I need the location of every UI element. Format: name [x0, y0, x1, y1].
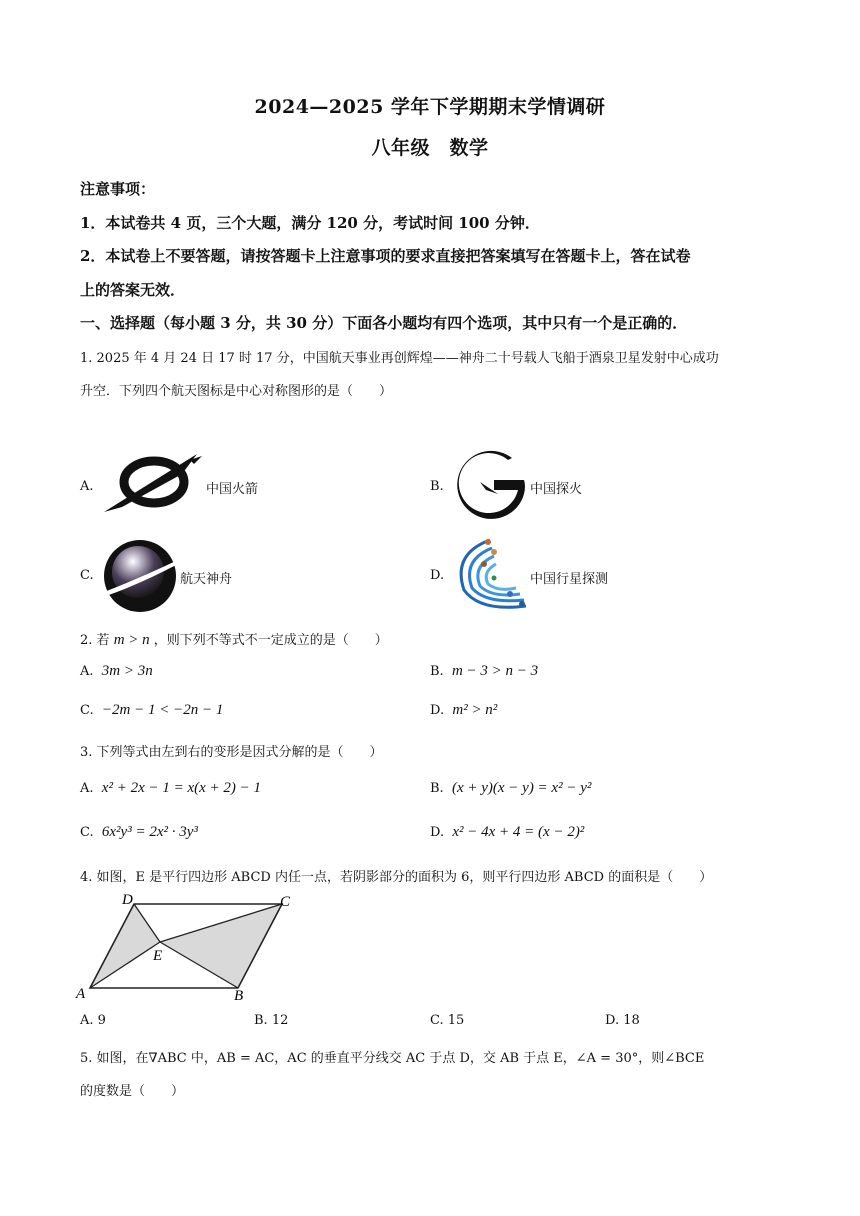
q1-stem-line-1: 1. 2025 年 4 月 24 日 17 时 17 分，中国航天事业再创辉煌——神舟二十号载人飞船于酒泉卫星发射中心成功 [80, 351, 719, 366]
q2-option-c [80, 702, 223, 719]
notes-heading: 注意事项： [80, 180, 156, 198]
q4-option-d-value: 18 [623, 1013, 640, 1028]
vertex-a-label: A [76, 986, 86, 1002]
point-e-label: E [153, 948, 163, 964]
q5-stem-line-1: 5. 如图，在∇ABC 中，AB = AC，AC 的垂直平分线交 AC 于点 D，交 AB 于点 E，∠A = 30°，则∠BCE [80, 1051, 705, 1066]
q2-option-d-math: m² > n² [452, 702, 498, 718]
q2-stem-prefix: 2. 若 [80, 633, 110, 648]
q3-option-b-letter: B. [430, 781, 444, 796]
q3-option-b-math: (x + y)(x − y) = x² − y² [451, 780, 592, 796]
vertex-b-label: B [234, 988, 244, 1002]
q1-stem-line-2: 升空．下列四个航天图标是中心对称图形的是（ ） [80, 384, 393, 399]
rocket-logo-icon [102, 452, 202, 514]
q2-option-a-letter: A. [80, 664, 94, 679]
q3-stem: 3. 下列等式由左到右的变形是因式分解的是（ ） [80, 745, 383, 760]
q2-option-c-math: −2m − 1 < −2n − 1 [101, 702, 224, 718]
q3-option-c [80, 824, 198, 841]
notes-item-2-line-2: 上的答案无效． [80, 281, 186, 299]
parallelogram-figure [74, 890, 304, 1002]
q1-option-a-letter: A. [80, 479, 94, 494]
q4-option-d-letter: D. [605, 1013, 620, 1028]
q2-option-d-letter: D. [430, 703, 445, 718]
shenzhou-logo-icon [100, 538, 180, 614]
q3-option-a-math: x² + 2x − 1 = x(x + 2) − 1 [101, 780, 262, 796]
q3-option-c-letter: C. [80, 825, 94, 840]
q1-option-c-letter: C. [80, 568, 94, 583]
q4-option-c-value: 15 [447, 1013, 465, 1028]
q4-option-b [254, 1013, 288, 1028]
vertex-d-label: D [122, 892, 133, 908]
q3-option-b [430, 780, 591, 797]
q4-option-a [80, 1013, 106, 1028]
q3-option-c-math: 6x²y³ = 2x² · 3y³ [101, 824, 198, 840]
q2-option-b-letter: B. [430, 664, 444, 679]
q4-option-b-value: 12 [271, 1013, 289, 1028]
q3-option-d [430, 824, 584, 841]
q4-option-b-letter: B. [254, 1013, 268, 1028]
planetary-exploration-logo-icon [450, 534, 530, 614]
q2-stem [80, 629, 388, 649]
q4-option-c-letter: C. [430, 1013, 444, 1028]
q2-option-d [430, 702, 497, 719]
section-1-heading: 一、选择题（每小题 3 分，共 30 分）下面各小题均有四个选项，其中只有一个是正确的． [80, 314, 688, 332]
q4-option-a-letter: A. [80, 1013, 94, 1028]
mars-exploration-logo-icon [450, 450, 530, 520]
q3-option-d-letter: D. [430, 825, 445, 840]
q5-stem-line-2: 的度数是（ ） [80, 1084, 185, 1099]
q4-option-a-value: 9 [97, 1013, 106, 1028]
q1-option-b-letter: B. [430, 479, 444, 494]
q1-option-a-caption: 中国火箭 [206, 482, 259, 497]
q1-option-c-caption: 航天神舟 [180, 572, 233, 587]
q2-stem-suffix: ，则下列不等式不一定成立的是（ ） [153, 633, 388, 648]
q1-option-b-caption: 中国探火 [530, 482, 583, 497]
q2-option-a [80, 663, 153, 680]
q4-option-c [430, 1013, 464, 1028]
notes-item-1: 1．本试卷共 4 页，三个大题，满分 120 分，考试时间 100 分钟． [80, 214, 540, 232]
q2-stem-condition: m > n [113, 632, 150, 648]
vertex-c-label: C [280, 894, 291, 910]
q1-option-d-caption: 中国行星探测 [530, 572, 609, 587]
q2-option-b-math: m − 3 > n − 3 [451, 663, 539, 679]
notes-item-2-line-1: 2．本试卷上不要答题，请按答题卡上注意事项的要求直接把答案填写在答题卡上，答在试卷 [80, 247, 691, 265]
q3-option-d-math: x² − 4x + 4 = (x − 2)² [452, 824, 585, 840]
q1-option-d-letter: D. [430, 568, 445, 583]
q4-stem: 4. 如图，E 是平行四边形 ABCD 内任一点，若阴影部分的面积为 6，则平行四边形 ABCD 的面积是（ ） [80, 870, 713, 885]
q3-option-a [80, 780, 261, 797]
exam-subtitle: 八年级 数学 [371, 137, 489, 159]
exam-title: 2024—2025 学年下学期期末学情调研 [254, 96, 606, 118]
q4-option-d [605, 1013, 640, 1028]
q2-option-b [430, 663, 538, 680]
q3-option-a-letter: A. [80, 781, 94, 796]
q2-option-c-letter: C. [80, 703, 94, 718]
q2-option-a-math: 3m > 3n [101, 663, 153, 679]
